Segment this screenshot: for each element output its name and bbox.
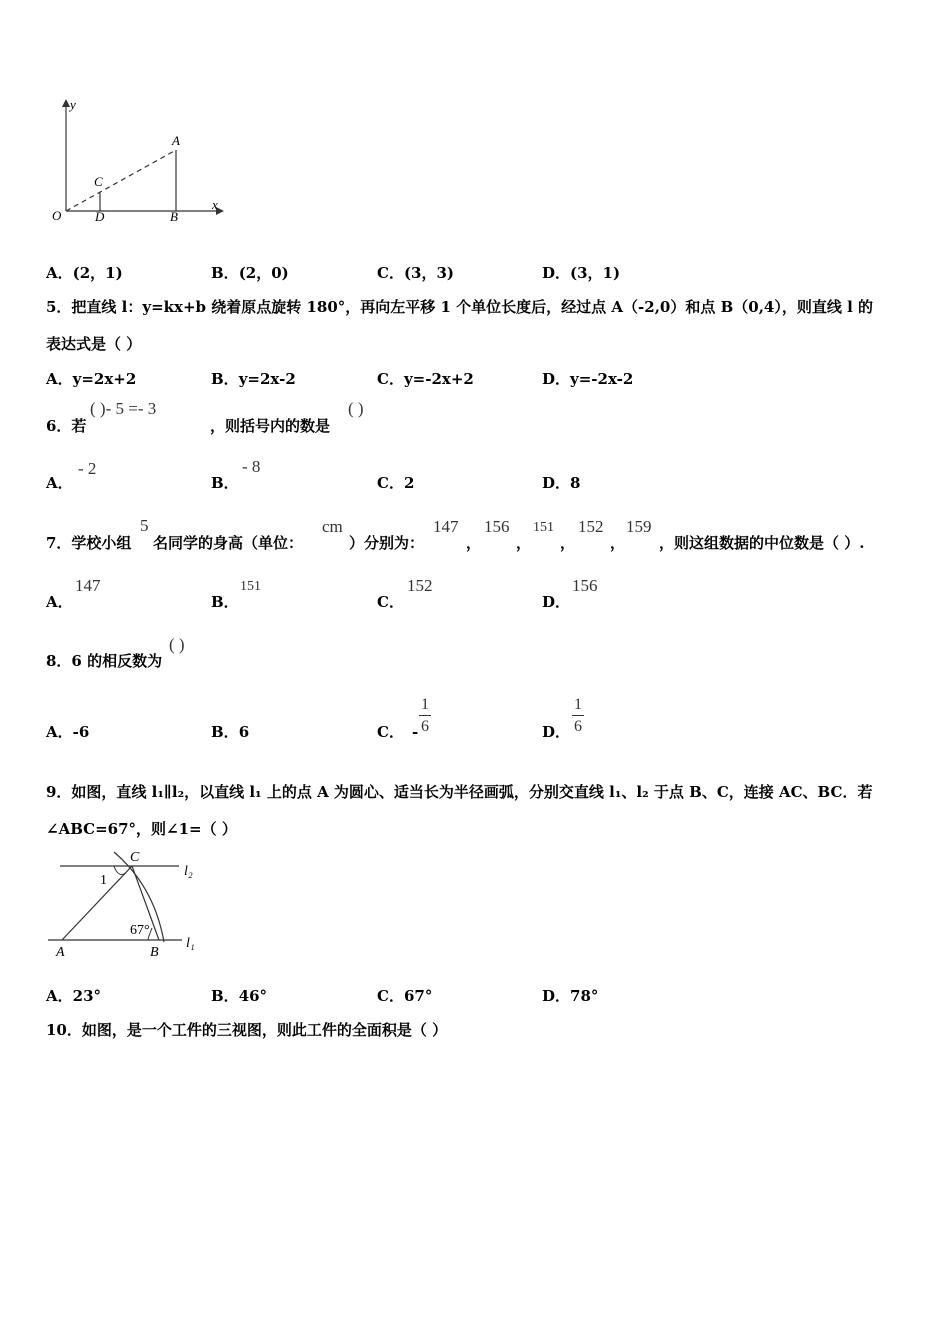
q7-option-b-value[interactable]: 151 [240,579,261,594]
q5-stem-line1: 5．把直线 l：y=kx+b 绕着原点旋转 180°，再向左平移 1 个单位长度后，经过点 A（-2,0）和点 B（0,4），则直线 l 的 [46,298,873,316]
q7-height-1: 147 [433,517,459,536]
q5-option-d[interactable]: D．y=-2x-2 [542,370,634,388]
q9-option-c[interactable]: C．67° [377,987,433,1005]
q10-stem: 10．如图，是一个工件的三视图，则此工件的全面积是（ ） [46,1021,448,1039]
q7-height-4: 152 [578,517,604,536]
q9-option-b[interactable]: B．46° [211,987,268,1005]
q7-count: 5 [140,516,149,535]
q7-option-d-label[interactable]: D． [542,593,571,611]
q7-comma-1: ， [466,534,482,552]
q9-option-d[interactable]: D．78° [542,987,599,1005]
q8-option-c-fraction[interactable] [419,695,431,738]
q9-stem-line1: 9．如图，直线 l₁∥l₂，以直线 l₁ 上的点 A 为圆心、适当长为半径画弧，分别交直线 l₁、l₂ 于点 B、C，连接 AC、BC．若 [46,783,873,801]
q5-option-b[interactable]: B．y=2x-2 [211,370,296,388]
label-b: B [150,945,159,960]
q8-option-c-denominator: 6 [421,718,429,735]
q6-option-d[interactable]: D．8 [542,474,581,492]
q7-height-5: 159 [626,517,652,536]
label-c: C [94,174,103,189]
q5-stem-line2: 表达式是（ ） [46,335,142,353]
q9-option-a[interactable]: A．23° [46,987,102,1005]
q5-option-a[interactable]: A．y=2x+2 [46,370,137,388]
q5-option-c[interactable]: C．y=-2x+2 [377,370,474,388]
q7-comma-3: ， [560,534,576,552]
q8-option-d-label[interactable]: D． [542,723,571,741]
y-axis-arrow [62,99,70,107]
label-a: A [172,133,180,148]
label-angle-1: 1 [100,873,107,888]
label-b: B [170,209,178,224]
q9-parallel-lines-figure [44,846,209,961]
q8-option-d-numerator: 1 [572,695,584,716]
q7-text-heights: ）分别为： [349,534,425,552]
q4-option-c[interactable]: C．(3，3) [377,264,455,282]
q8-answer-paren: ( ) [169,635,185,654]
q6-option-c[interactable]: C．2 [377,474,415,492]
q7-height-2: 156 [484,517,510,536]
q4-coordinate-figure [44,95,224,225]
q8-option-b[interactable]: B．6 [211,723,250,741]
q8-option-c[interactable]: C． - [377,723,419,741]
q6-option-a-value[interactable]: - 2 [78,459,97,478]
x-axis-label: x [212,197,218,212]
q7-height-3: 151 [533,520,554,535]
q4-option-b[interactable]: B．(2，0) [211,264,289,282]
label-d: D [95,209,105,224]
label-c: C [130,850,140,865]
q8-option-d-denominator: 6 [574,718,582,735]
q8-option-a[interactable]: A．-6 [46,723,90,741]
q9-stem-line2: ∠ABC=67°，则∠1=（ ） [46,820,237,838]
q6-option-b-value[interactable]: - 8 [242,457,261,476]
q7-text-question: ，则这组数据的中位数是（ ）. [659,534,865,552]
q7-option-b-label[interactable]: B． [211,593,239,611]
q7-option-a-label[interactable]: A． [46,593,73,611]
q4-option-d[interactable]: D．(3，1) [542,264,621,282]
q7-option-c-label[interactable]: C． [377,593,404,611]
q6-equation: ( )- 5 =- 3 [90,399,157,418]
label-o: O [52,208,62,223]
q7-option-c-value[interactable]: 152 [407,576,433,595]
y-axis-label: y [70,97,76,112]
q7-comma-2: ， [516,534,532,552]
label-a: A [56,945,65,960]
q6-answer-paren: ( ) [348,399,364,418]
q7-unit: cm [322,517,343,536]
q7-comma-4: ， [610,534,626,552]
q6-prefix: 6．若 [46,417,87,435]
segment-ac [62,866,132,940]
q8-stem: 8．6 的相反数为 [46,652,163,670]
q6-suffix: ，则括号内的数是 [210,417,331,435]
label-l1: l₁ [186,936,195,951]
line-oa [66,150,176,211]
angle-1-arc [114,866,126,874]
q7-option-a-value[interactable]: 147 [75,576,101,595]
q4-option-a[interactable]: A．(2，1) [46,264,123,282]
q6-option-b-label[interactable]: B． [211,474,239,492]
label-l2: l₂ [184,864,193,879]
label-angle-67: 67° [130,923,150,938]
q7-option-d-value[interactable]: 156 [572,576,598,595]
q7-text-unit: 名同学的身高（单位： [153,534,304,552]
q7-prefix: 7．学校小组 [46,534,132,552]
q8-option-c-numerator: 1 [419,695,431,716]
q8-option-d-fraction[interactable] [572,695,584,738]
q6-option-a-label[interactable]: A． [46,474,73,492]
